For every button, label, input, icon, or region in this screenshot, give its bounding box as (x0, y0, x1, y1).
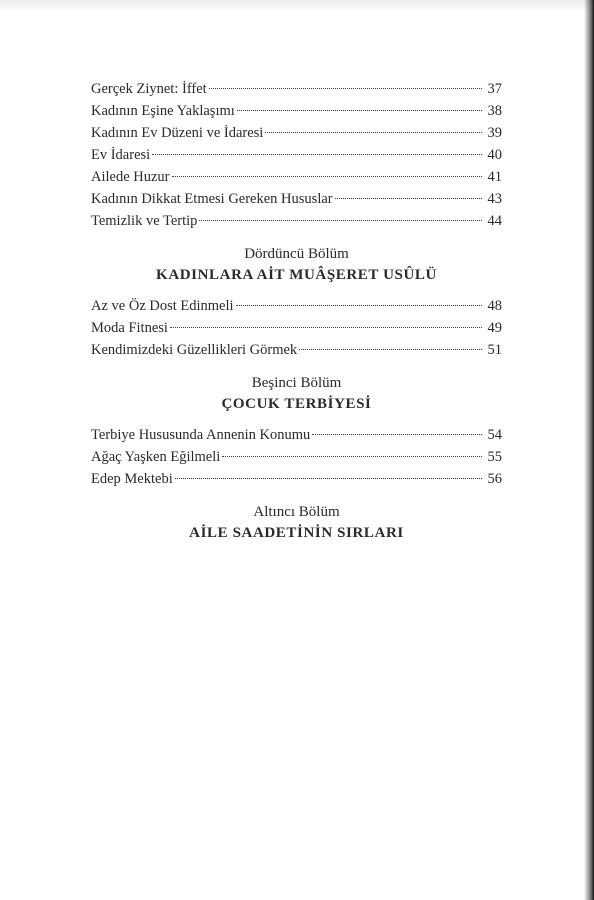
toc-entry-title: Moda Fitnesi (91, 320, 168, 336)
toc-entry-page: 38 (487, 103, 502, 119)
toc-entry-title: Terbiye Hususunda Annenin Konumu (91, 427, 311, 443)
toc-entry-page: 44 (487, 213, 502, 229)
toc-entry (91, 122, 502, 144)
toc-leader-dots (236, 305, 482, 306)
toc-entry-title: Kadının Ev Düzeni ve İdaresi (91, 125, 264, 141)
toc-entry-title: Gerçek Ziynet: İffet (91, 81, 207, 97)
toc-leader-dots (209, 88, 482, 89)
toc-entry (91, 188, 502, 210)
toc-entry-page: 55 (487, 449, 502, 465)
toc-leader-dots (299, 349, 482, 350)
toc-entry (91, 295, 502, 317)
toc-leader-dots (175, 478, 482, 479)
toc-entry-title: Ağaç Yaşken Eğilmeli (91, 449, 221, 465)
toc-entry (91, 468, 502, 490)
section-label: Beşinci Bölüm (251, 375, 342, 391)
toc-leader-dots (199, 220, 482, 221)
toc-entry (91, 100, 502, 122)
toc-entry-title: Ev İdaresi (91, 147, 151, 163)
section-label: Dördüncü Bölüm (244, 246, 349, 262)
toc-entry-title: Kadının Eşine Yaklaşımı (91, 103, 235, 119)
toc-leader-dots (237, 110, 482, 111)
toc-entry-page: 40 (487, 147, 502, 163)
toc-entry-page: 41 (487, 169, 502, 185)
toc-leader-dots (170, 327, 482, 328)
section-title: AİLE SAADETİNİN SIRLARI (189, 525, 404, 541)
toc-entry-title: Az ve Öz Dost Edinmeli (91, 298, 234, 314)
toc-entry-page: 51 (487, 342, 502, 358)
toc-entry (91, 424, 502, 446)
table-of-contents (91, 78, 502, 553)
toc-entry-title: Ailede Huzur (91, 169, 170, 185)
section-title: ÇOCUK TERBİYESİ (221, 396, 372, 412)
toc-entry-title: Kadının Dikkat Etmesi Gereken Hususlar (91, 191, 333, 207)
toc-entry (91, 144, 502, 166)
toc-entry-page: 37 (487, 81, 502, 97)
toc-entry-title: Kendimizdeki Güzellikleri Görmek (91, 342, 298, 358)
toc-entry (91, 317, 502, 339)
section-heading-5 (91, 373, 502, 414)
toc-entry (91, 166, 502, 188)
section-heading-4 (91, 244, 502, 285)
toc-entry (91, 339, 502, 361)
toc-entry-page: 43 (487, 191, 502, 207)
toc-group-1 (91, 78, 502, 232)
toc-entry-page: 39 (487, 125, 502, 141)
toc-group-5 (91, 424, 502, 490)
toc-leader-dots (172, 176, 482, 177)
toc-entry-title: Temizlik ve Tertip (91, 213, 198, 229)
toc-leader-dots (312, 434, 482, 435)
page-top-shadow (0, 0, 594, 12)
section-label: Altıncı Bölüm (253, 504, 340, 520)
toc-entry (91, 210, 502, 232)
toc-group-4 (91, 295, 502, 361)
toc-leader-dots (152, 154, 482, 155)
toc-entry-page: 54 (487, 427, 502, 443)
toc-leader-dots (222, 456, 482, 457)
toc-leader-dots (335, 198, 482, 199)
toc-entry-title: Edep Mektebi (91, 471, 173, 487)
toc-leader-dots (265, 132, 482, 133)
section-title: KADINLARA AİT MUÂŞERET USÛLÜ (156, 267, 437, 283)
toc-entry (91, 78, 502, 100)
toc-entry-page: 56 (487, 471, 502, 487)
toc-entry-page: 49 (487, 320, 502, 336)
toc-entry-page: 48 (487, 298, 502, 314)
toc-entry (91, 446, 502, 468)
section-heading-6 (91, 502, 502, 543)
page-edge-shadow (584, 0, 594, 900)
